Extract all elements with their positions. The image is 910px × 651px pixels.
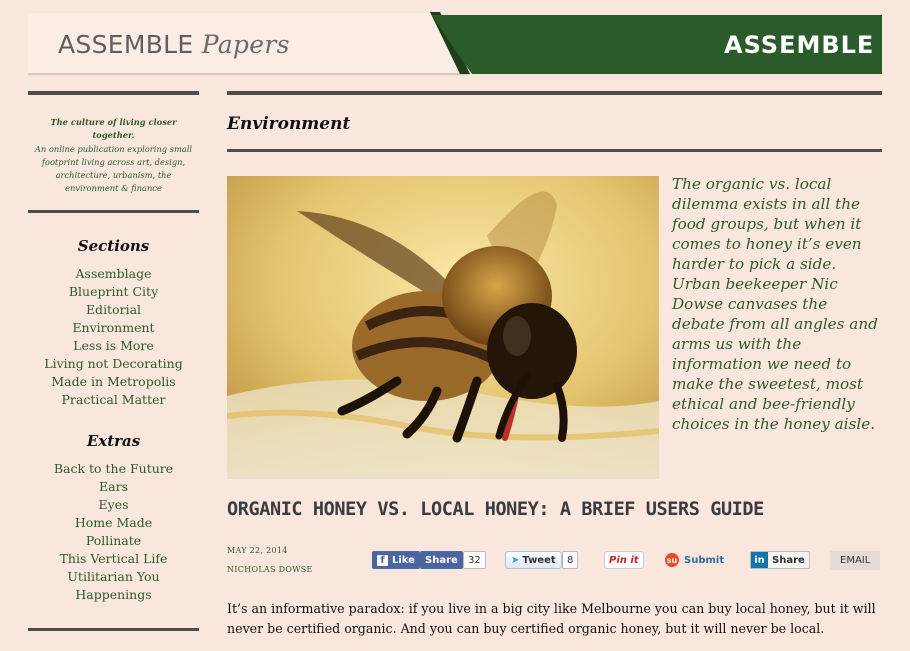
main-top-rule: [227, 91, 882, 95]
stumbleupon-icon: su: [665, 553, 679, 567]
facebook-like-button[interactable]: [372, 551, 420, 569]
sidebar-section-made-in-metropolis[interactable]: Made in Metropolis: [51, 374, 176, 389]
sidebar-section-living-not-decorating[interactable]: Living not Decorating: [44, 356, 183, 371]
brand-sub: Papers: [201, 30, 290, 59]
section-title[interactable]: Environment: [227, 114, 351, 134]
linkedin-label: Share: [772, 554, 805, 566]
sidebar-extra-happenings[interactable]: Happenings: [75, 587, 152, 602]
sidebar-extra-ears[interactable]: Ears: [99, 479, 128, 494]
sidebar-section-assemblage[interactable]: Assemblage: [75, 266, 152, 281]
site-tagline: [28, 116, 199, 196]
facebook-share-button[interactable]: Share: [420, 551, 463, 569]
pinterest-pin-button[interactable]: Pin it: [604, 551, 644, 569]
tweet-count: 8: [562, 551, 578, 569]
sidebar-top-rule: [28, 91, 199, 95]
sections-heading: Sections: [77, 237, 150, 255]
tagline-lead: The culture of living closer together.: [50, 117, 177, 141]
article-headline[interactable]: ORGANIC HONEY VS. LOCAL HONEY: A BRIEF USERS GUIDE: [227, 499, 764, 520]
sidebar-section-practical-matter[interactable]: Practical Matter: [61, 392, 166, 407]
assemble-logo[interactable]: ASSEMBLE: [724, 31, 875, 59]
sidebar-extra-this-vertical-life[interactable]: This Vertical Life: [59, 551, 168, 566]
article-date: MAY 22, 2014: [227, 546, 288, 555]
sidebar-extra-utilitarian-you[interactable]: Utilitarian You: [67, 569, 160, 584]
facebook-like-label: Like: [392, 554, 415, 566]
linkedin-icon: in: [751, 552, 768, 568]
article-body: It’s an informative paradox: if you live in a big city like Melbourne you can buy local honey, but it will never be certified organic. And you can buy certified organic honey, but it will never be local.: [227, 601, 876, 636]
sidebar-extra-home-made[interactable]: Home Made: [74, 515, 153, 530]
sidebar-extra-eyes[interactable]: Eyes: [98, 497, 129, 512]
facebook-icon: f: [377, 555, 388, 566]
sidebar-extra-back-to-the-future[interactable]: Back to the Future: [53, 461, 174, 476]
sidebar-section-less-is-more[interactable]: Less is More: [73, 338, 154, 353]
sidebar-bottom-rule: [28, 628, 199, 631]
article-author[interactable]: NICHOLAS DOWSE: [227, 565, 313, 574]
tweet-label: Tweet: [522, 554, 556, 566]
sidebar-divider: [28, 210, 199, 213]
submit-label: Submit: [684, 554, 725, 566]
facebook-count: 32: [463, 551, 486, 569]
sidebar-section-blueprint-city[interactable]: Blueprint City: [68, 284, 159, 299]
sidebar-extra-pollinate[interactable]: Pollinate: [85, 533, 142, 548]
tweet-button[interactable]: [505, 551, 562, 569]
extras-heading: Extras: [86, 432, 141, 450]
extras-list: [28, 460, 199, 604]
site-brand[interactable]: [58, 30, 290, 59]
hero-bee-image: [227, 176, 659, 479]
tagline-body: An online publication exploring small footprint living across art, design, architecture, urbanism, the environment & finance: [34, 143, 193, 194]
twitter-bird-icon: ➤: [511, 554, 520, 566]
stumbleupon-submit-button[interactable]: [665, 551, 724, 569]
sidebar-section-environment[interactable]: Environment: [72, 320, 155, 335]
linkedin-share-button[interactable]: [750, 551, 810, 569]
email-share-button[interactable]: EMAIL: [830, 551, 880, 570]
sidebar-section-editorial[interactable]: Editorial: [85, 302, 142, 317]
section-rule: [227, 149, 882, 152]
brand-main: ASSEMBLE: [58, 30, 194, 59]
sections-list: [28, 265, 199, 409]
article-intro: The organic vs. local dilemma exists in all the food groups, but when it comes to honey it’s even harder to pick a side. Urban beekeeper Nic Dowse canvases the debate from all angles and arms us with the information we need to make the sweetest, most ethical and bee-friendly choices in the honey aisle.: [672, 175, 878, 433]
